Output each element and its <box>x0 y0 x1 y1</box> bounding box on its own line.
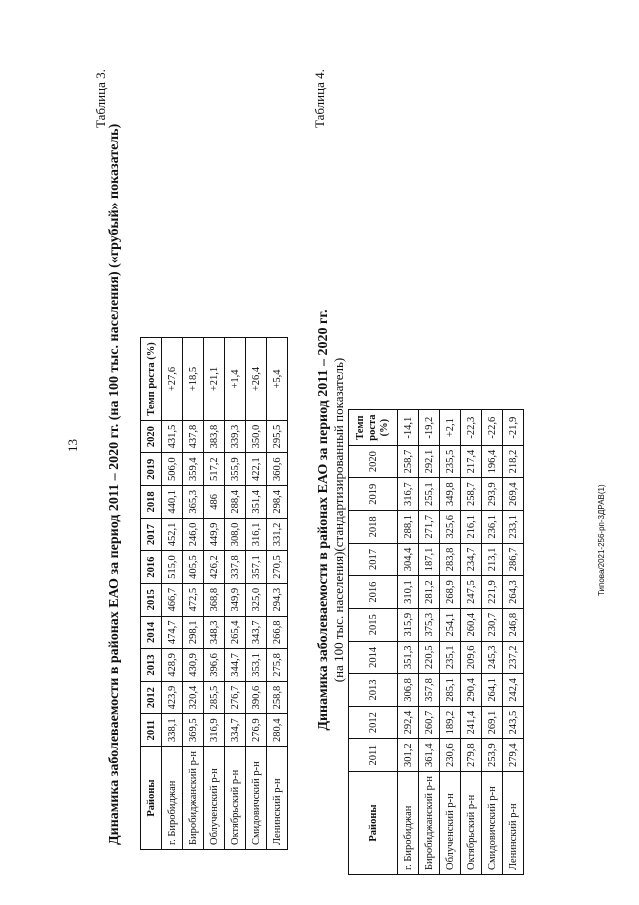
table3-value-cell: 369,5 <box>183 714 204 747</box>
table3-value-cell: 452,1 <box>162 518 183 551</box>
table3-value-cell: 396,6 <box>204 649 225 682</box>
table3-header-row <box>141 338 162 850</box>
table3-value-cell: 276,9 <box>246 714 267 747</box>
table4-row <box>503 410 524 875</box>
table4-value-cell: 279,8 <box>461 739 482 772</box>
table3-value-cell: +21,1 <box>204 338 225 421</box>
table3-value-cell: 339,3 <box>225 420 246 453</box>
table4-value-cell: 293,9 <box>482 478 503 511</box>
table3-value-cell: +27,6 <box>162 338 183 421</box>
table3-row <box>225 338 246 850</box>
table4-value-cell: 245,3 <box>482 641 503 674</box>
table3-value-cell: 431,5 <box>162 420 183 453</box>
table4-value-cell: 253,9 <box>482 739 503 772</box>
table4-value-cell: 235,5 <box>440 445 461 478</box>
table3-header-cell: 2013 <box>141 649 162 682</box>
table3-value-cell: 276,7 <box>225 681 246 714</box>
table3-header-cell: 2018 <box>141 486 162 519</box>
table4-value-cell: -19,2 <box>419 410 440 445</box>
table4-value-cell: 357,8 <box>419 674 440 707</box>
table4-value-cell: 258,7 <box>398 445 419 478</box>
table3-header-cell: 2017 <box>141 518 162 551</box>
table3-value-cell: 486 <box>204 486 225 519</box>
table3-value-cell: 270,5 <box>267 551 288 584</box>
table3-value-cell: 343,7 <box>246 616 267 649</box>
table3-value-cell: 316,1 <box>246 518 267 551</box>
table4-value-cell: 315,9 <box>398 608 419 641</box>
table3-value-cell: 422,1 <box>246 453 267 486</box>
table3-value-cell: 275,8 <box>267 649 288 682</box>
table4-value-cell: 281,2 <box>419 576 440 609</box>
table4-header-cell: 2012 <box>349 706 398 739</box>
table4-value-cell: 189,2 <box>440 706 461 739</box>
table3-value-cell: 338,1 <box>162 714 183 747</box>
table3-value-cell: 280,4 <box>267 714 288 747</box>
table4-value-cell: +2,1 <box>440 410 461 445</box>
table4-value-cell: 218,2 <box>503 445 524 478</box>
table3-row <box>204 338 225 850</box>
table4-value-cell: 301,2 <box>398 739 419 772</box>
table3-value-cell: 440,1 <box>162 486 183 519</box>
table4-header-cell: 2013 <box>349 674 398 707</box>
table3-value-cell: 430,9 <box>183 649 204 682</box>
table4-value-cell: 242,4 <box>503 674 524 707</box>
table3-header-cell: 2020 <box>141 420 162 453</box>
table4-value-cell: -21,9 <box>503 410 524 445</box>
table3-value-cell: 294,3 <box>267 583 288 616</box>
table4-header-cell: Темп роста (%) <box>349 410 398 445</box>
table3-district-cell: Биробиджанский р-н <box>183 747 204 850</box>
table3-value-cell: 285,5 <box>204 681 225 714</box>
table3-value-cell: 474,7 <box>162 616 183 649</box>
table3-value-cell: 506,0 <box>162 453 183 486</box>
table4-row <box>461 410 482 875</box>
table4-value-cell: 292,4 <box>398 706 419 739</box>
table4-row <box>440 410 461 875</box>
table3-value-cell: 405,5 <box>183 551 204 584</box>
table4-value-cell: 283,8 <box>440 543 461 576</box>
table4-value-cell: 230,7 <box>482 608 503 641</box>
table3-header-cell: 2011 <box>141 714 162 747</box>
table3-header-cell: 2015 <box>141 583 162 616</box>
table4-value-cell: 217,4 <box>461 445 482 478</box>
table3-header-cell: 2012 <box>141 681 162 714</box>
table3-value-cell: 466,7 <box>162 583 183 616</box>
table4-header-cell: 2011 <box>349 739 398 772</box>
table3-district-cell: Октябрьский р-н <box>225 747 246 850</box>
table4-header-cell: Районы <box>349 772 398 875</box>
table4-district-cell: Облученский р-н <box>440 772 461 875</box>
table3-value-cell: 349,9 <box>225 583 246 616</box>
table3-value-cell: 295,5 <box>267 420 288 453</box>
table4-value-cell: 221,9 <box>482 576 503 609</box>
table4-value-cell: 271,7 <box>419 511 440 544</box>
table3-header-cell: 2014 <box>141 616 162 649</box>
table3-value-cell: 337,8 <box>225 551 246 584</box>
table4-header-cell: 2016 <box>349 576 398 609</box>
table3-value-cell: 428,9 <box>162 649 183 682</box>
table4-value-cell: 213,1 <box>482 543 503 576</box>
table4-value-cell: 260,7 <box>419 706 440 739</box>
table4-header-cell: 2015 <box>349 608 398 641</box>
table3-value-cell: 515,0 <box>162 551 183 584</box>
table3-value-cell: 368,8 <box>204 583 225 616</box>
table3-header-cell: 2016 <box>141 551 162 584</box>
table3-value-cell: 383,8 <box>204 420 225 453</box>
table4-value-cell: 310,1 <box>398 576 419 609</box>
table3-value-cell: 449,9 <box>204 518 225 551</box>
table3-wrapper <box>140 337 288 850</box>
table3-value-cell: 265,4 <box>225 616 246 649</box>
table3-value-cell: 517,2 <box>204 453 225 486</box>
table4-value-cell: 247,5 <box>461 576 482 609</box>
table4-value-cell: 216,1 <box>461 511 482 544</box>
table3-value-cell: 353,1 <box>246 649 267 682</box>
table4-district-cell: Октябрьский р-н <box>461 772 482 875</box>
table4-header-row <box>349 410 398 875</box>
table4-value-cell: 234,7 <box>461 543 482 576</box>
table3-value-cell: 426,2 <box>204 551 225 584</box>
table4-wrapper <box>348 409 524 875</box>
table4-value-cell: 196,4 <box>482 445 503 478</box>
table3-value-cell: 308,0 <box>225 518 246 551</box>
table4-value-cell: 306,8 <box>398 674 419 707</box>
table4-value-cell: 254,1 <box>440 608 461 641</box>
table4-value-cell: 187,1 <box>419 543 440 576</box>
table4-row <box>398 410 419 875</box>
table4-value-cell: 269,1 <box>482 706 503 739</box>
table4-district-cell: Биробиджанский р-н <box>419 772 440 875</box>
table4-value-cell: 268,9 <box>440 576 461 609</box>
table3-label: Таблица 3. <box>93 69 108 128</box>
table3-value-cell: 258,8 <box>267 681 288 714</box>
table4-value-cell: 233,1 <box>503 511 524 544</box>
table4-header-cell: 2017 <box>349 543 398 576</box>
table4-title: Динамика заболеваемости в районах ЕАО за период 2011 – 2020 гг. <box>316 309 331 731</box>
table3-header-cell: 2019 <box>141 453 162 486</box>
table3-value-cell: 351,4 <box>246 486 267 519</box>
table4-value-cell: 258,7 <box>461 478 482 511</box>
table3-value-cell: 437,8 <box>183 420 204 453</box>
table4-value-cell: 264,3 <box>503 576 524 609</box>
table3-header-cell: Районы <box>141 747 162 850</box>
table4-district-cell: г. Биробиджан <box>398 772 419 875</box>
table4-value-cell: 260,4 <box>461 608 482 641</box>
table4-value-cell: 279,4 <box>503 739 524 772</box>
table4-value-cell: 230,6 <box>440 739 461 772</box>
table3-value-cell: 331,2 <box>267 518 288 551</box>
page-number: 13 <box>65 439 80 452</box>
table4-header-cell: 2018 <box>349 511 398 544</box>
table3-value-cell: 266,8 <box>267 616 288 649</box>
table3-row <box>267 338 288 850</box>
table4-value-cell: 316,7 <box>398 478 419 511</box>
table4-label: Таблица 4. <box>312 69 327 128</box>
table3-value-cell: 360,6 <box>267 453 288 486</box>
table3-value-cell: 325,0 <box>246 583 267 616</box>
table4-value-cell: 255,1 <box>419 478 440 511</box>
table4-value-cell: 220,5 <box>419 641 440 674</box>
table3-row <box>246 338 267 850</box>
table3-value-cell: +18,5 <box>183 338 204 421</box>
table4-value-cell: 237,2 <box>503 641 524 674</box>
table4-value-cell: 288,1 <box>398 511 419 544</box>
table3-value-cell: 472,5 <box>183 583 204 616</box>
table4-value-cell: 264,1 <box>482 674 503 707</box>
table4-value-cell: 349,8 <box>440 478 461 511</box>
table4 <box>348 409 524 875</box>
table4-value-cell: 292,1 <box>419 445 440 478</box>
table4-value-cell: 285,1 <box>440 674 461 707</box>
table4-row <box>482 410 503 875</box>
table3-district-cell: Смидовичский р-н <box>246 747 267 850</box>
table3-value-cell: +5,4 <box>267 338 288 421</box>
table4-value-cell: 269,4 <box>503 478 524 511</box>
table4-value-cell: 243,5 <box>503 706 524 739</box>
table3-value-cell: 423,9 <box>162 681 183 714</box>
table3-value-cell: 334,7 <box>225 714 246 747</box>
table4-value-cell: 304,4 <box>398 543 419 576</box>
table4-value-cell: 235,1 <box>440 641 461 674</box>
table4-value-cell: -22,6 <box>482 410 503 445</box>
table3-value-cell: 246,0 <box>183 518 204 551</box>
table3-district-cell: г. Биробиджан <box>162 747 183 850</box>
table4-value-cell: 361,4 <box>419 739 440 772</box>
table3-value-cell: 344,7 <box>225 649 246 682</box>
table3-row <box>183 338 204 850</box>
table3-value-cell: 365,3 <box>183 486 204 519</box>
table3-value-cell: 350,0 <box>246 420 267 453</box>
table4-header-cell: 2014 <box>349 641 398 674</box>
table4-district-cell: Смидовичский р-н <box>482 772 503 875</box>
table3-value-cell: 357,1 <box>246 551 267 584</box>
table3-district-cell: Облученский р-н <box>204 747 225 850</box>
table4-district-cell: Ленинский р-н <box>503 772 524 875</box>
table4-value-cell: 236,1 <box>482 511 503 544</box>
table4-value-cell: 209,6 <box>461 641 482 674</box>
table3-value-cell: +1,4 <box>225 338 246 421</box>
table3-district-cell: Ленинский р-н <box>267 747 288 850</box>
table3 <box>140 337 288 850</box>
table4-value-cell: 241,4 <box>461 706 482 739</box>
table3-row <box>162 338 183 850</box>
table3-value-cell: 298,1 <box>183 616 204 649</box>
table3-value-cell: +26,4 <box>246 338 267 421</box>
table3-value-cell: 298,4 <box>267 486 288 519</box>
table4-value-cell: 325,6 <box>440 511 461 544</box>
footer-reference: Типова/2021-256-рп-3ДРАВ(1) <box>597 484 606 596</box>
table3-value-cell: 316,9 <box>204 714 225 747</box>
table4-value-cell: -14,1 <box>398 410 419 445</box>
table3-value-cell: 320,4 <box>183 681 204 714</box>
table4-value-cell: 246,8 <box>503 608 524 641</box>
table4-value-cell: -22,3 <box>461 410 482 445</box>
table4-value-cell: 375,3 <box>419 608 440 641</box>
table4-header-cell: 2020 <box>349 445 398 478</box>
table4-subtitle: (на 100 тыс. населения)(стандартизированный показатель) <box>331 357 346 683</box>
table3-value-cell: 288,4 <box>225 486 246 519</box>
table4-value-cell: 286,7 <box>503 543 524 576</box>
table3-value-cell: 348,3 <box>204 616 225 649</box>
table4-value-cell: 290,4 <box>461 674 482 707</box>
table3-header-cell: Темп роста (%) <box>141 338 162 421</box>
table3-value-cell: 390,6 <box>246 681 267 714</box>
table3-value-cell: 355,9 <box>225 453 246 486</box>
table4-header-cell: 2019 <box>349 478 398 511</box>
table4-row <box>419 410 440 875</box>
table3-title: Динамика заболеваемости в районах ЕАО за период 2011 – 2020 гг. (на 100 тыс. населения) («грубый» показатель) <box>107 123 122 845</box>
table3-value-cell: 359,4 <box>183 453 204 486</box>
table4-value-cell: 351,3 <box>398 641 419 674</box>
